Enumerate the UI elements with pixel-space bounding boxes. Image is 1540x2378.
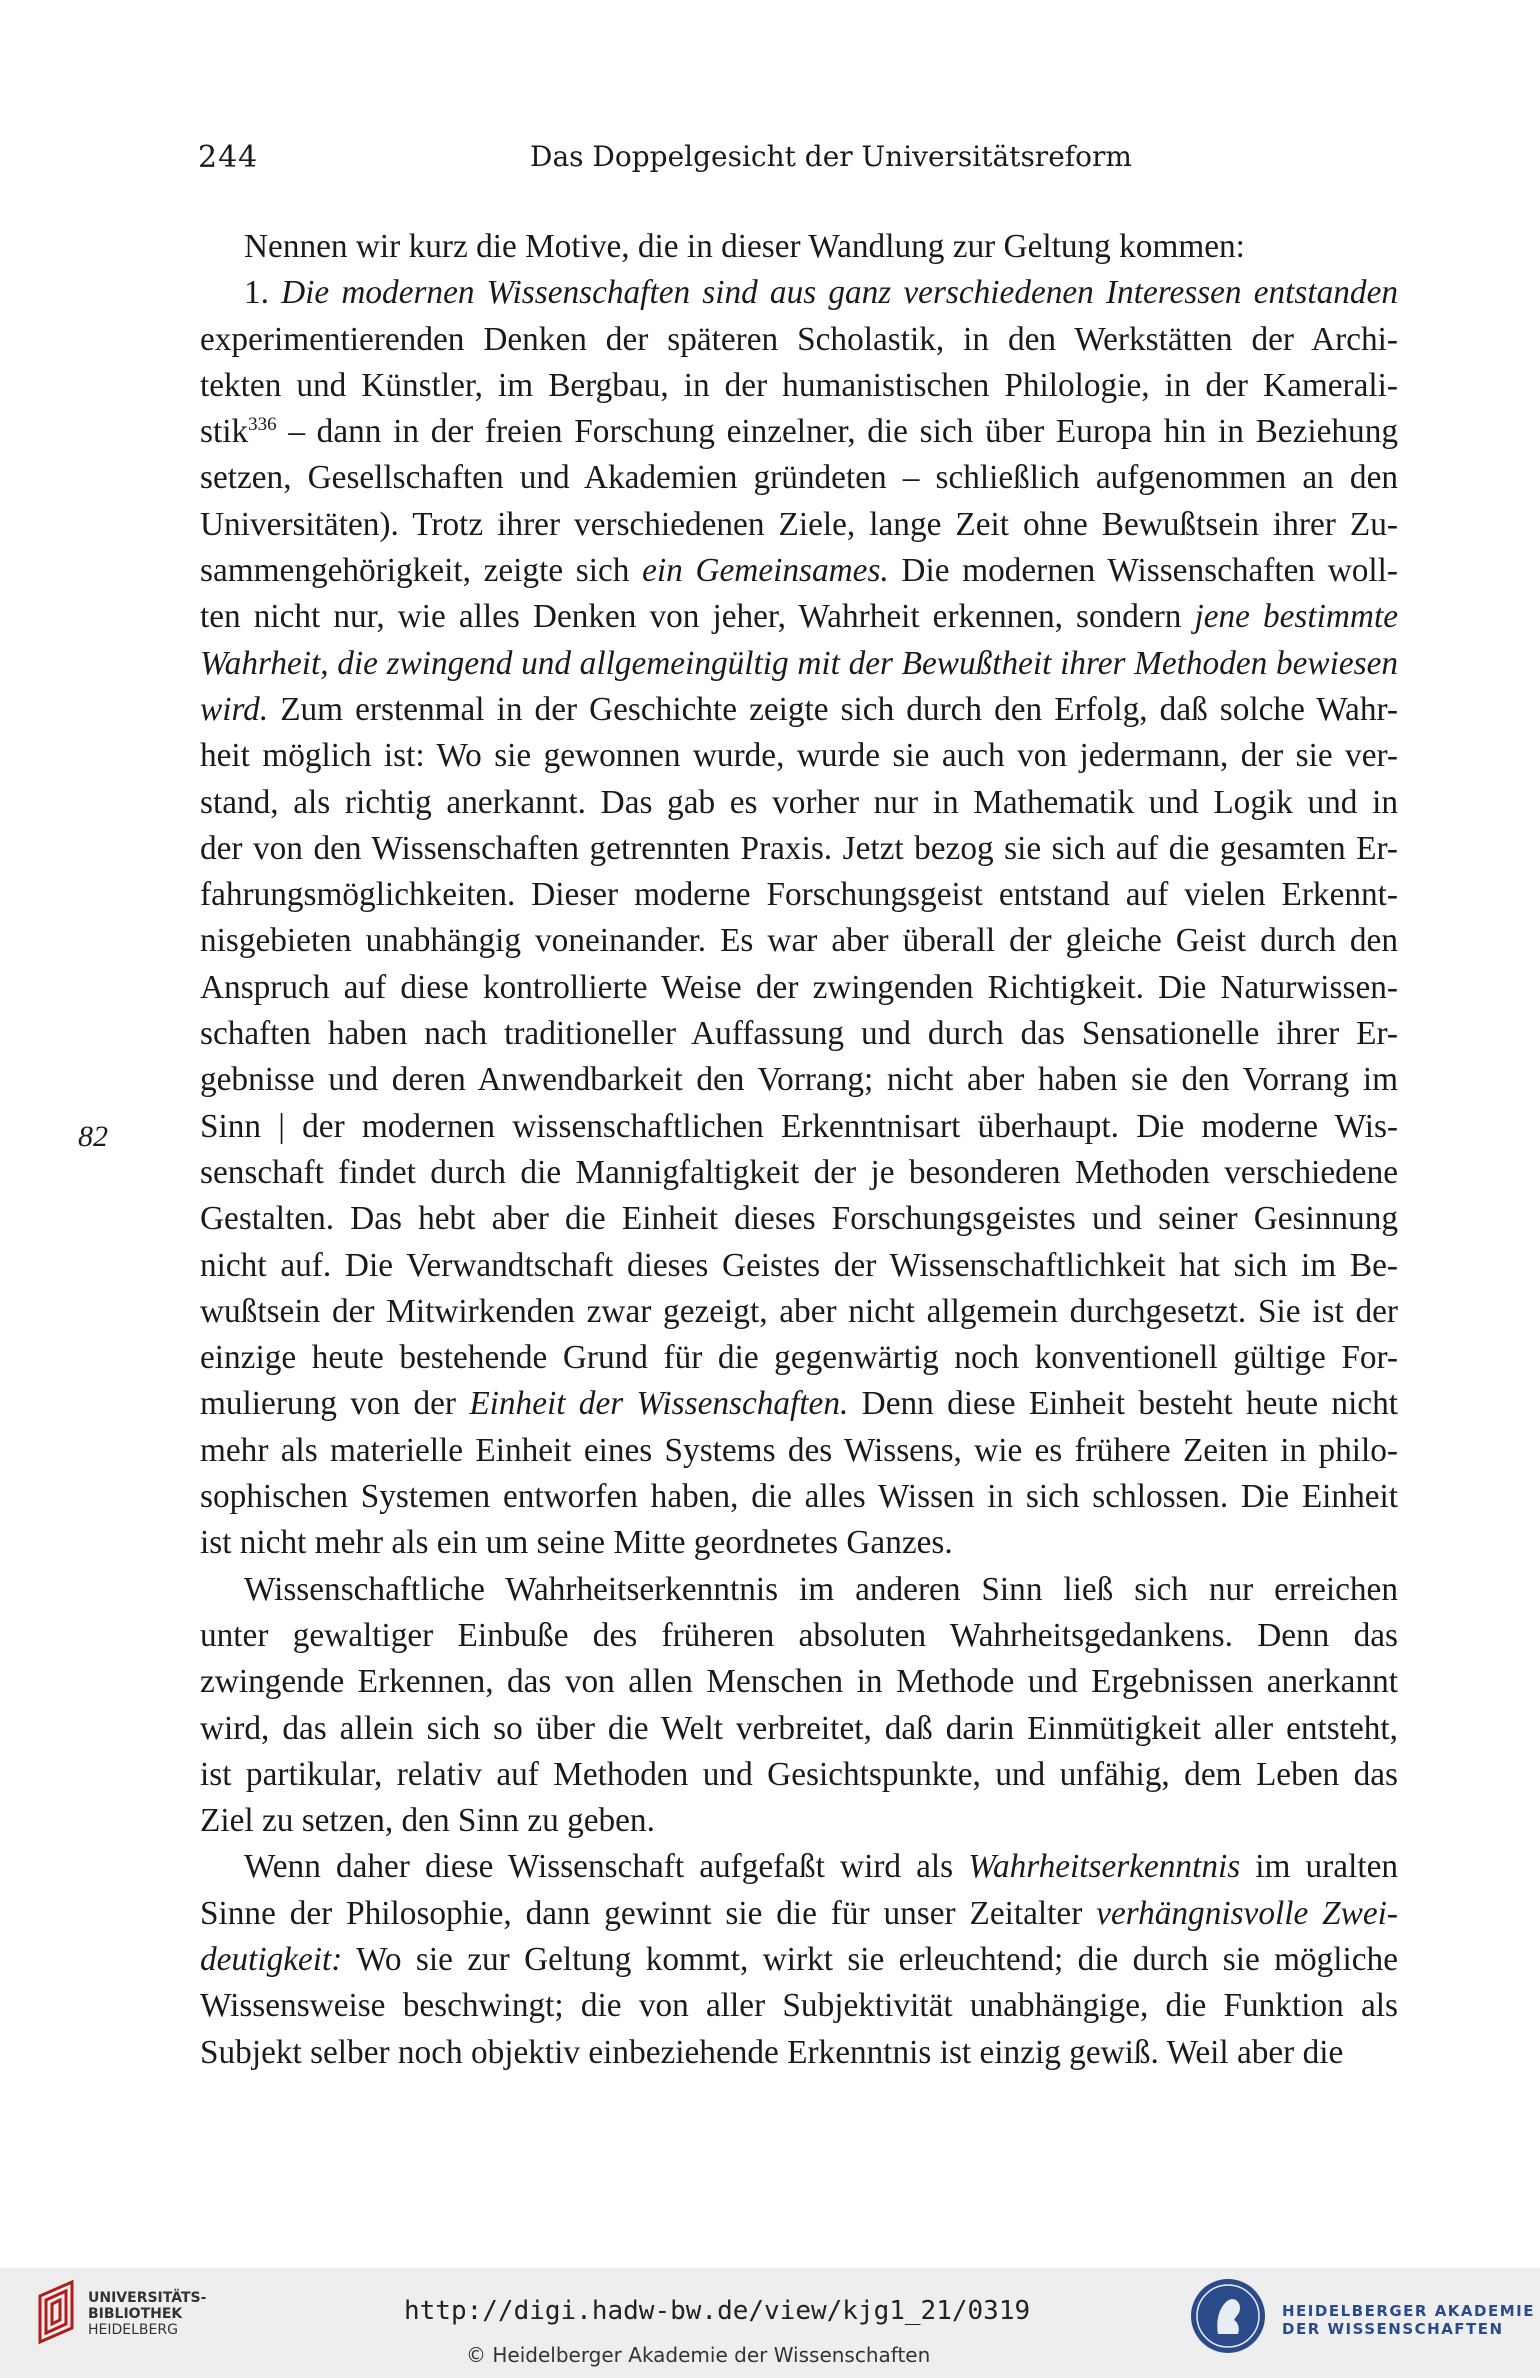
text-run[interactable]: nisgebieten unabhängig voneinander. Es war aber überall der gleiche Geist durch den xyxy=(200,922,1398,960)
text-line xyxy=(200,409,1398,455)
text-line xyxy=(200,780,1398,826)
text-line xyxy=(200,1011,1398,1057)
text-run[interactable]: tekten und Künstler, im Bergbau, in der humanistischen Philologie, in der Kamerali- xyxy=(200,366,1398,404)
italic-emphasis: Einheit der Wissenschaften. xyxy=(469,1385,849,1423)
text-run[interactable]: stand, als richtig anerkannt. Das gab es vorher nur in Mathematik und Logik und in xyxy=(200,783,1398,821)
italic-emphasis: Die modernen Wissenschaften sind aus ganz verschiedenen Interessen entstanden xyxy=(281,274,1398,312)
text-run[interactable]: gebnisse und deren Anwendbarkeit den Vorrang; nicht aber haben sie den Vorrang im xyxy=(200,1061,1398,1099)
text-run[interactable]: Ziel zu setzen, den Sinn zu geben. xyxy=(200,1802,655,1840)
text-run[interactable]: wird, das allein sich so über die Welt verbreitet, daß darin Einmütigkeit aller entsteht, xyxy=(200,1709,1398,1747)
text-run[interactable]: unter gewaltiger Einbuße des früheren absoluten Wahrheitsgedankens. Denn das xyxy=(200,1616,1398,1654)
italic-emphasis: Wahrheit, die zwingend und allgemeingültig mit der Bewußtheit ihrer Methoden bewiesen xyxy=(200,644,1398,682)
text-line xyxy=(200,1706,1398,1752)
text-line xyxy=(200,594,1398,640)
text-line xyxy=(200,1428,1398,1474)
text-line xyxy=(200,1381,1398,1427)
digital-copy-url[interactable]: http://digi.hadw-bw.de/view/kjg1_21/0319 xyxy=(404,2296,1031,2326)
text-run[interactable]: wußtsein der Mitwirkenden zwar gezeigt, aber nicht allgemein durchgesetzt. Sie ist der xyxy=(200,1292,1398,1330)
text-run[interactable]: sophischen Systemen entworfen haben, die alles Wissen in sich schlossen. Die Einheit xyxy=(200,1478,1398,1516)
text-run[interactable]: Anspruch auf diese kontrollierte Weise der zwingenden Richtigkeit. Die Naturwissen- xyxy=(200,968,1398,1006)
text-line xyxy=(200,1150,1398,1196)
text-line xyxy=(200,1798,1398,1844)
page-number: 244 xyxy=(198,140,259,175)
university-library-logo-icon xyxy=(32,2276,86,2346)
text-line xyxy=(200,1243,1398,1289)
italic-emphasis: verhängnisvolle Zwei- xyxy=(1096,1894,1398,1932)
text-run[interactable]: mulierung von der xyxy=(200,1385,470,1423)
text-line xyxy=(200,502,1398,548)
text-run[interactable]: Nennen wir kurz die Motive, die in dieser Wandlung zur Geltung kommen: xyxy=(244,228,1245,265)
text-run[interactable]: Zum erstenmal in der Geschichte zeigte sich durch den Erfolg, daß solche Wahr- xyxy=(268,690,1398,728)
academy-logo-text: HEIDELBERGER AKADEMIE DER WISSENSCHAFTEN xyxy=(1282,2302,1535,2338)
footnote-reference[interactable]: 336 xyxy=(248,414,277,436)
italic-emphasis: jene bestimmte xyxy=(1194,598,1398,636)
text-line xyxy=(200,641,1398,687)
text-run[interactable]: nicht auf. Die Verwandtschaft dieses Geistes der Wissenschaftlichkeit hat sich im Be- xyxy=(200,1246,1398,1284)
text-run[interactable]: experimentierenden Denken der späteren Scholastik, in den Werkstätten der Archi- xyxy=(200,320,1398,358)
text-line xyxy=(200,1196,1398,1242)
text-line xyxy=(200,1844,1398,1890)
text-run[interactable]: Wenn daher diese Wissenschaft aufgefaßt wird als xyxy=(244,1848,969,1886)
text-line xyxy=(200,1057,1398,1103)
text-run[interactable]: heit möglich ist: Wo sie gewonnen wurde, wurde sie auch von jedermann, der sie ver- xyxy=(200,737,1398,775)
body-text xyxy=(200,224,1398,2076)
text-line xyxy=(200,270,1398,316)
text-line xyxy=(200,2030,1398,2076)
text-line xyxy=(200,826,1398,872)
text-run[interactable]: im uralten xyxy=(1240,1848,1398,1886)
text-line xyxy=(200,1891,1398,1937)
text-line xyxy=(200,1613,1398,1659)
text-line xyxy=(200,918,1398,964)
text-line xyxy=(200,1335,1398,1381)
margin-page-reference: 82 xyxy=(78,1120,108,1153)
text-run[interactable]: fahrungsmöglichkeiten. Dieser moderne Forschungsgeist entstand auf vielen Erkennt- xyxy=(200,876,1398,914)
text-run[interactable]: Sinn | der modernen wissenschaftlichen Erkenntnisart überhaupt. Die moderne Wis- xyxy=(200,1107,1398,1145)
text-run[interactable]: – dann in der freien Forschung einzelner, die sich über Europa hin in Beziehung xyxy=(276,413,1398,451)
text-line xyxy=(200,548,1398,594)
text-run[interactable]: Wissenschaftliche Wahrheitserkenntnis im anderen Sinn ließ sich nur erreichen xyxy=(244,1570,1398,1608)
text-run[interactable]: Sinne der Philosophie, dann gewinnt sie die für unser Zeitalter xyxy=(200,1894,1097,1932)
running-title: Das Doppelgesicht der Universitätsreform xyxy=(530,140,1132,173)
text-line xyxy=(200,1567,1398,1613)
copyright-notice: © Heidelberger Akademie der Wissenschaften xyxy=(466,2343,931,2367)
text-run[interactable]: ist nicht mehr als ein um seine Mitte geordnetes Ganzes. xyxy=(200,1524,953,1562)
text-run[interactable]: Wissensweise beschwingt; die von aller Subjektivität unabhängige, die Funktion als xyxy=(200,1987,1398,2025)
text-run[interactable]: Die modernen Wissenschaften woll- xyxy=(888,552,1398,590)
text-run[interactable]: sammengehörigkeit, zeigte sich xyxy=(200,552,643,590)
text-run[interactable]: Subjekt selber noch objektiv einbeziehende Erkenntnis ist einzig gewiß. Weil aber die xyxy=(200,2033,1344,2071)
text-line xyxy=(200,965,1398,1011)
text-run[interactable]: der von den Wissenschaften getrennten Praxis. Jetzt bezog sie sich auf die gesamten Er- xyxy=(200,829,1398,867)
italic-emphasis: deutigkeit: xyxy=(200,1940,343,1978)
italic-emphasis: wird. xyxy=(200,690,269,728)
text-line xyxy=(200,733,1398,779)
university-library-logo-text: UNIVERSITÄTS- BIBLIOTHEK HEIDELBERG xyxy=(88,2290,207,2338)
text-run[interactable]: Universitäten). Trotz ihrer verschiedenen Ziele, lange Zeit ohne Bewußtsein ihrer Zu- xyxy=(200,505,1398,543)
italic-emphasis: ein Gemeinsames. xyxy=(642,552,889,590)
text-run[interactable]: stik xyxy=(200,413,249,451)
text-run[interactable]: Gestalten. Das hebt aber die Einheit dieses Forschungsgeistes und seiner Gesinnung xyxy=(200,1200,1398,1238)
text-run[interactable]: setzen, Gesellschaften und Akademien gründeten – schließlich aufgenommen an den xyxy=(200,459,1398,497)
text-run[interactable]: mehr als materielle Einheit eines Systems des Wissens, wie es frühere Zeiten in philo- xyxy=(200,1431,1398,1469)
text-line xyxy=(200,363,1398,409)
text-run[interactable]: schaften haben nach traditioneller Auffassung und durch das Sensationelle ihrer Er- xyxy=(200,1015,1398,1053)
text-line xyxy=(200,1520,1398,1566)
text-run[interactable]: ist partikular, relativ auf Methoden und Gesichtspunkte, und unfähig, dem Leben das xyxy=(200,1755,1398,1793)
text-line xyxy=(200,1752,1398,1798)
text-run[interactable]: Denn diese Einheit besteht heute nicht xyxy=(848,1385,1398,1423)
text-run[interactable]: 1. xyxy=(244,274,282,312)
academy-seal-icon xyxy=(1188,2276,1268,2356)
text-line xyxy=(200,317,1398,363)
text-line xyxy=(200,872,1398,918)
text-line xyxy=(200,224,1398,270)
text-line xyxy=(200,1104,1398,1150)
text-line xyxy=(200,1474,1398,1520)
text-run[interactable]: ten nicht nur, wie alles Denken von jeher, Wahrheit erkennen, sondern xyxy=(200,598,1195,636)
text-line xyxy=(200,455,1398,501)
text-line xyxy=(200,687,1398,733)
text-run[interactable]: zwingende Erkennen, das von allen Menschen in Methode und Ergebnissen anerkannt xyxy=(200,1663,1398,1701)
text-run[interactable]: einzige heute bestehende Grund für die gegenwärtig noch konventionell gültige For- xyxy=(200,1339,1398,1377)
text-line xyxy=(200,1983,1398,2029)
text-line xyxy=(200,1659,1398,1705)
text-line xyxy=(200,1289,1398,1335)
text-run[interactable]: Wo sie zur Geltung kommt, wirkt sie erleuchtend; die durch sie mögliche xyxy=(342,1940,1398,1978)
italic-emphasis: Wahrheitserkenntnis xyxy=(968,1848,1241,1886)
text-run[interactable]: senschaft findet durch die Mannigfaltigkeit der je besonderen Methoden verschiedene xyxy=(200,1153,1398,1191)
text-line xyxy=(200,1937,1398,1983)
